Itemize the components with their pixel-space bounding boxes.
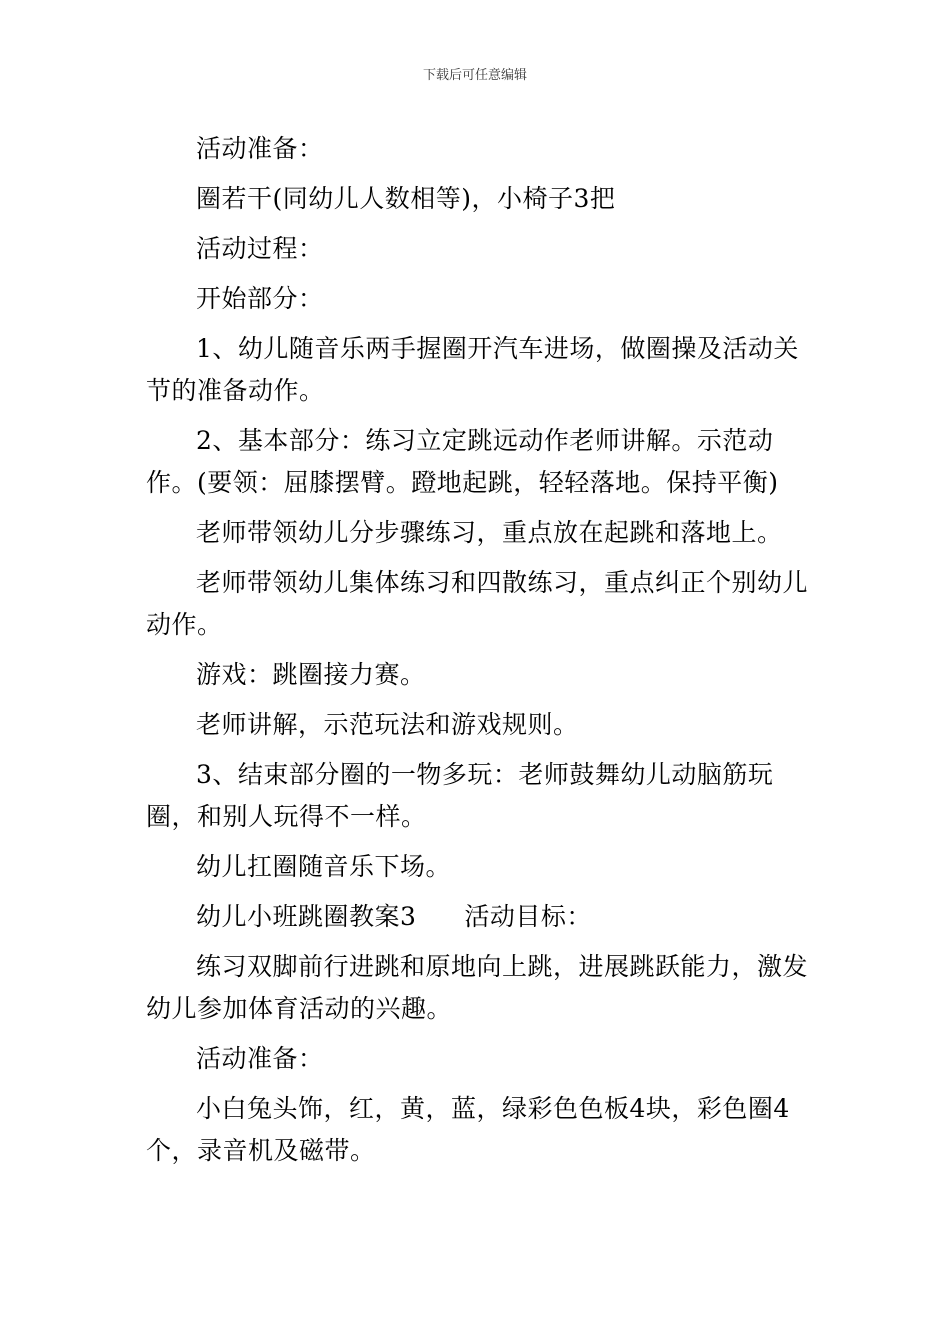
paragraph: 老师带领幼儿分步骤练习，重点放在起跳和落地上。 — [196, 518, 783, 547]
paragraph: 圈若干(同幼儿人数相等)，小椅子3把 — [196, 184, 616, 213]
paragraph: 活动准备： — [196, 1044, 324, 1073]
paragraph: 幼儿扛圈随音乐下场。 — [196, 852, 452, 881]
paragraph: 老师带领幼儿集体练习和四散练习，重点纠正个别幼儿动作。 — [146, 568, 809, 639]
section-heading-line — [146, 896, 816, 938]
paragraph: 3、结束部分圈的一物多玩：老师鼓舞幼儿动脑筋玩圈，和别人玩得不一样。 — [146, 760, 774, 831]
section-subtitle: 活动目标： — [464, 902, 592, 931]
page-header: 下载后可任意编辑 — [422, 68, 527, 83]
paragraph: 练习双脚前行进跳和原地向上跳，进展跳跃能力，激发幼儿参加体育活动的兴趣。 — [146, 952, 809, 1023]
paragraph: 1、幼儿随音乐两手握圈开汽车进场，做圈操及活动关节的准备动作。 — [146, 334, 799, 405]
paragraph: 活动准备： — [196, 134, 324, 163]
paragraph: 2、基本部分：练习立定跳远动作老师讲解。示范动作。(要领：屈膝摆臂。蹬地起跳，轻轻落地。保持平衡) — [146, 426, 779, 497]
paragraph: 游戏：跳圈接力赛。 — [196, 660, 426, 689]
section-title: 幼儿小班跳圈教案3 — [196, 902, 417, 931]
document-body — [146, 128, 816, 1180]
paragraph: 老师讲解，示范玩法和游戏规则。 — [196, 710, 579, 739]
paragraph: 小白兔头饰，红，黄，蓝，绿彩色色板4块，彩色圈4个，录音机及磁带。 — [146, 1094, 790, 1165]
paragraph: 开始部分： — [196, 284, 324, 313]
paragraph: 活动过程： — [196, 234, 324, 263]
